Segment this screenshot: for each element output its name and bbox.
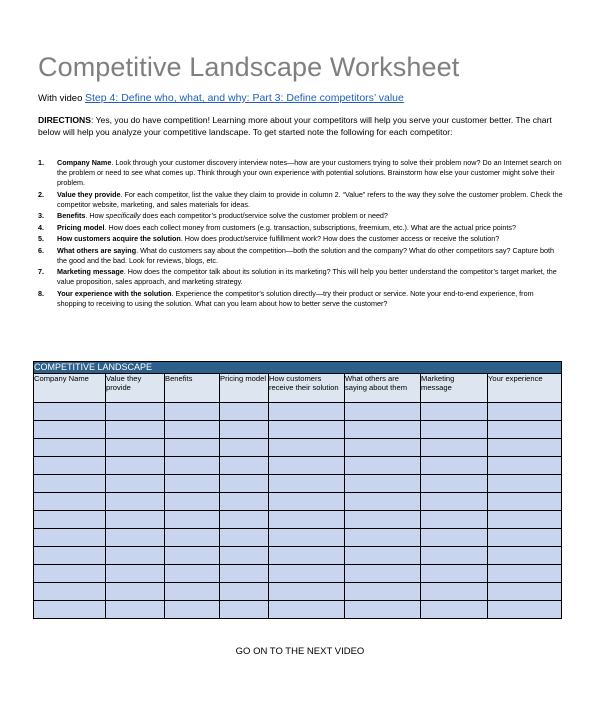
table-cell[interactable] bbox=[165, 547, 220, 565]
directions-paragraph bbox=[38, 115, 558, 138]
step-heading: Pricing model bbox=[57, 222, 105, 232]
step-text-after: does each competitor’s product/service solve the customer problem or need? bbox=[140, 211, 388, 221]
step-emphasis: specifically bbox=[105, 211, 141, 221]
table-cell[interactable] bbox=[421, 511, 488, 529]
table-cell[interactable] bbox=[106, 475, 165, 493]
table-cell[interactable] bbox=[269, 475, 345, 493]
table-cell[interactable] bbox=[488, 475, 562, 493]
video-reference bbox=[38, 92, 404, 104]
table-cell[interactable] bbox=[165, 493, 220, 511]
table-cell[interactable] bbox=[488, 493, 562, 511]
table-cell[interactable] bbox=[421, 421, 488, 439]
step-number: 5. bbox=[38, 234, 44, 244]
table-cell[interactable] bbox=[421, 457, 488, 475]
step-number: 6. bbox=[38, 245, 44, 255]
column-header: What others are saying about them bbox=[345, 374, 421, 403]
list-item bbox=[38, 267, 563, 287]
table-cell[interactable] bbox=[34, 511, 106, 529]
table-header-row bbox=[34, 374, 562, 403]
table-cell[interactable] bbox=[34, 565, 106, 583]
table-row bbox=[34, 565, 562, 583]
table-row bbox=[34, 583, 562, 601]
table-row bbox=[34, 403, 562, 421]
list-item bbox=[38, 158, 563, 188]
list-item bbox=[38, 223, 563, 233]
table-cell[interactable] bbox=[488, 457, 562, 475]
table-cell[interactable] bbox=[106, 421, 165, 439]
column-header: Value they provide bbox=[106, 374, 165, 403]
table-cell[interactable] bbox=[345, 547, 421, 565]
table-cell[interactable] bbox=[345, 403, 421, 421]
table-cell[interactable] bbox=[106, 457, 165, 475]
table-cell[interactable] bbox=[106, 529, 165, 547]
step-text: . How bbox=[85, 211, 106, 221]
step-number: 2. bbox=[38, 189, 44, 199]
step-heading: Value they provide bbox=[57, 189, 121, 199]
directions-label: DIRECTIONS bbox=[38, 115, 91, 125]
directions-text: : Yes, you do have competition! Learning more about your competitors will help you serve your customer better. The chart below will help you analyze your competitive landscape. To get started note the following for each competitor: bbox=[38, 115, 552, 137]
table-cell[interactable] bbox=[34, 493, 106, 511]
table-cell[interactable] bbox=[269, 403, 345, 421]
step-number: 3. bbox=[38, 211, 44, 221]
table-cell[interactable] bbox=[34, 475, 106, 493]
table-cell[interactable] bbox=[488, 421, 562, 439]
step-text: . Look through your customer discovery interview notes—how are your customers trying to solve their problem now? Do an Internet search on the problem or need to see what comes up. Think through your own experience with potential solutions. Brainstorm how else your customer might solve their problem. bbox=[57, 158, 562, 188]
table-cell[interactable] bbox=[345, 421, 421, 439]
table-cell[interactable] bbox=[165, 529, 220, 547]
table-cell[interactable] bbox=[269, 493, 345, 511]
table-cell[interactable] bbox=[269, 457, 345, 475]
table-cell[interactable] bbox=[345, 511, 421, 529]
table-cell[interactable] bbox=[345, 565, 421, 583]
step-heading: How customers acquire the solution bbox=[57, 234, 181, 244]
table-cell[interactable] bbox=[106, 601, 165, 619]
table-cell[interactable] bbox=[165, 583, 220, 601]
table-row bbox=[34, 529, 562, 547]
column-header: Pricing model bbox=[220, 374, 269, 403]
table-row bbox=[34, 457, 562, 475]
table-cell[interactable] bbox=[106, 547, 165, 565]
table-cell[interactable] bbox=[34, 439, 106, 457]
list-item bbox=[38, 234, 563, 244]
table-cell[interactable] bbox=[165, 565, 220, 583]
step-text: . Experience the competitor’s solution directly—try their product or service. Note your end-to-end experience, from shopping to receiving to using the solution. What can you learn about how to better serve the customer? bbox=[57, 288, 534, 308]
competitive-landscape-table bbox=[33, 361, 562, 619]
table-cell[interactable] bbox=[220, 475, 269, 493]
table-caption-row bbox=[34, 362, 562, 374]
table-cell[interactable] bbox=[421, 565, 488, 583]
table-cell[interactable] bbox=[220, 565, 269, 583]
table-cell[interactable] bbox=[106, 511, 165, 529]
steps-list bbox=[38, 158, 563, 310]
table-cell[interactable] bbox=[269, 565, 345, 583]
table-row bbox=[34, 511, 562, 529]
table-cell[interactable] bbox=[269, 421, 345, 439]
step-heading: Marketing message bbox=[57, 267, 124, 277]
table-cell[interactable] bbox=[220, 511, 269, 529]
step-heading: Your experience with the solution bbox=[57, 288, 172, 298]
table-cell[interactable] bbox=[345, 439, 421, 457]
table-row bbox=[34, 439, 562, 457]
video-link[interactable]: Step 4: Define who, what, and why: Part 3: Define competitors’ value bbox=[85, 92, 404, 104]
table-cell[interactable] bbox=[34, 601, 106, 619]
table-cell[interactable] bbox=[345, 529, 421, 547]
table-cell[interactable] bbox=[421, 583, 488, 601]
next-video-note: GO ON TO THE NEXT VIDEO bbox=[235, 646, 365, 657]
table-cell[interactable] bbox=[106, 583, 165, 601]
list-item bbox=[38, 211, 563, 221]
column-header: How customers receive their solution bbox=[269, 374, 345, 403]
table-cell[interactable] bbox=[220, 421, 269, 439]
table-cell[interactable] bbox=[34, 529, 106, 547]
table-cell[interactable] bbox=[220, 439, 269, 457]
table-cell[interactable] bbox=[421, 403, 488, 421]
table-row bbox=[34, 475, 562, 493]
table-cell[interactable] bbox=[106, 565, 165, 583]
table-cell[interactable] bbox=[220, 457, 269, 475]
table-row bbox=[34, 601, 562, 619]
table-cell[interactable] bbox=[165, 457, 220, 475]
table-cell[interactable] bbox=[106, 403, 165, 421]
table-cell[interactable] bbox=[345, 475, 421, 493]
step-text: . How does product/service fulfillment work? How does the customer access or receive the solution? bbox=[180, 234, 500, 244]
table-row bbox=[34, 421, 562, 439]
step-text: . For each competitor, list the value they claim to provide in column 2. “Value” refers to the way they solve the customer problem. Check the competitor website, marketing, and sales materials for ideas. bbox=[57, 189, 563, 209]
table-cell[interactable] bbox=[421, 547, 488, 565]
list-item bbox=[38, 246, 563, 266]
step-text: . How does the competitor talk about its solution in its marketing? This will help you better understand the competitor’s target market, the value proposition, sales approach, and marketing strategy. bbox=[57, 267, 557, 287]
table-cell[interactable] bbox=[220, 583, 269, 601]
table-cell[interactable] bbox=[165, 439, 220, 457]
table-cell[interactable] bbox=[269, 439, 345, 457]
table-cell[interactable] bbox=[488, 511, 562, 529]
table-cell[interactable] bbox=[220, 529, 269, 547]
table-cell[interactable] bbox=[165, 421, 220, 439]
table-cell[interactable] bbox=[488, 403, 562, 421]
table-cell[interactable] bbox=[106, 439, 165, 457]
table-cell[interactable] bbox=[345, 583, 421, 601]
table-cell[interactable] bbox=[488, 565, 562, 583]
table-cell[interactable] bbox=[165, 475, 220, 493]
table-cell[interactable] bbox=[269, 529, 345, 547]
table-cell[interactable] bbox=[488, 439, 562, 457]
column-header: Marketing message bbox=[421, 374, 488, 403]
table-cell[interactable] bbox=[165, 511, 220, 529]
table-cell[interactable] bbox=[421, 601, 488, 619]
table-row bbox=[34, 547, 562, 565]
step-heading: Company Name bbox=[57, 158, 112, 167]
table-cell[interactable] bbox=[345, 493, 421, 511]
list-item bbox=[38, 190, 563, 210]
column-header: Your experience bbox=[488, 374, 562, 403]
table-cell[interactable] bbox=[269, 601, 345, 619]
step-number: 4. bbox=[38, 222, 44, 232]
table-cell[interactable] bbox=[165, 403, 220, 421]
table-cell[interactable] bbox=[34, 457, 106, 475]
table-cell[interactable] bbox=[220, 547, 269, 565]
column-header: Benefits bbox=[165, 374, 220, 403]
table-cell[interactable] bbox=[165, 601, 220, 619]
table-cell[interactable] bbox=[488, 547, 562, 565]
step-number: 8. bbox=[38, 288, 44, 298]
table-cell[interactable] bbox=[269, 547, 345, 565]
list-item bbox=[38, 289, 563, 309]
step-text: . How does each collect money from customers (e.g. transaction, subscriptions, freemium, etc.). What are the actual price points? bbox=[104, 222, 516, 232]
step-number: 7. bbox=[38, 267, 44, 277]
table-cell[interactable] bbox=[488, 583, 562, 601]
step-heading: Benefits bbox=[57, 211, 86, 221]
table-cell[interactable] bbox=[488, 601, 562, 619]
page-title: Competitive Landscape Worksheet bbox=[38, 52, 460, 82]
step-text: . What do customers say about the competition—both the solution and the company? What do other competitors say? Capture both the good and the bad. Look for reviews, blogs, etc. bbox=[57, 245, 555, 265]
table-cell[interactable] bbox=[220, 493, 269, 511]
video-prefix: With video bbox=[38, 93, 85, 104]
table-cell[interactable] bbox=[34, 421, 106, 439]
table-cell[interactable] bbox=[106, 493, 165, 511]
table-cell[interactable] bbox=[345, 457, 421, 475]
table-cell[interactable] bbox=[421, 529, 488, 547]
table-cell[interactable] bbox=[220, 403, 269, 421]
step-heading: What others are saying bbox=[57, 245, 137, 255]
column-header: Company Name bbox=[34, 374, 106, 403]
table-cell[interactable] bbox=[269, 511, 345, 529]
table-row bbox=[34, 493, 562, 511]
table-cell[interactable] bbox=[269, 583, 345, 601]
table-cell[interactable] bbox=[34, 583, 106, 601]
table-cell[interactable] bbox=[421, 493, 488, 511]
table-cell[interactable] bbox=[421, 475, 488, 493]
table-cell[interactable] bbox=[421, 439, 488, 457]
table-caption: COMPETITIVE LANDSCAPE bbox=[34, 362, 562, 374]
table-cell[interactable] bbox=[345, 601, 421, 619]
table-cell[interactable] bbox=[34, 403, 106, 421]
step-number: 1. bbox=[38, 158, 44, 167]
table-cell[interactable] bbox=[34, 547, 106, 565]
table-cell[interactable] bbox=[220, 601, 269, 619]
table-cell[interactable] bbox=[488, 529, 562, 547]
